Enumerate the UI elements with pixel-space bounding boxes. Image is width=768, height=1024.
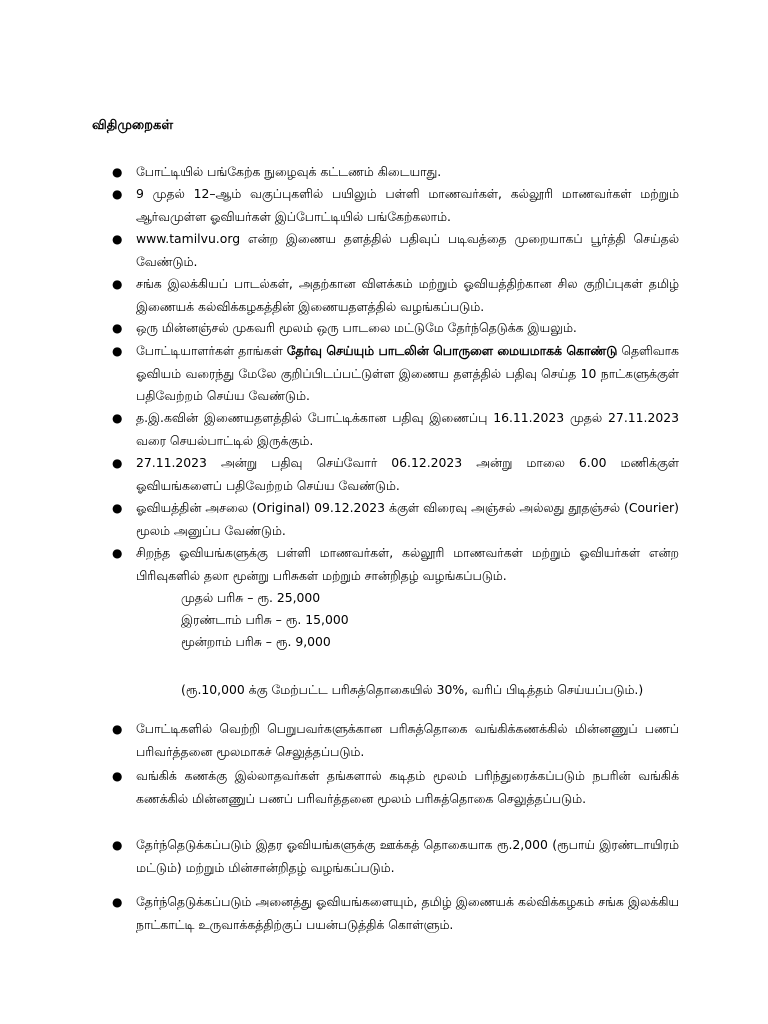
tax-note: (ரூ.10,000 க்கு மேற்பட்ட பரிசுத்தொகையில் 30%, வரிப் பிடித்தம் செய்யப்படும்.)	[181, 682, 644, 697]
rule-text: சங்க இலக்கியப் பாடல்கள், அதற்கான விளக்கம் மற்றும் ஓவியத்திற்கான சில குறிப்புகள் தமிழ் இணையக் கல்விக்கழகத்தின் இணையதளத்தில் வழங்கப்படும்.	[136, 276, 679, 314]
rule-item	[112, 161, 679, 184]
rule-text: சிறந்த ஓவியங்களுக்கு பள்ளி மாணவர்கள், கல்லூரி மாணவர்கள் மற்றும் ஓவியர்கள் என்ற பிரிவுகளில் தலா மூன்று பரிசுகள் மற்றும் சான்றிதழ் வழங்கப்படும்.	[136, 545, 679, 583]
rule-text-bold: தேர்வு செய்யும் பாடலின் பொருளை மையமாகக் கொண்டு	[286, 343, 618, 358]
rule-text: த.இ.கவின் இணையதளத்தில் போட்டிக்கான பதிவு இணைப்பு 16.11.2023 முதல் 27.11.2023 வரை செயல்பாட்டில் இருக்கும்.	[136, 410, 679, 448]
rule-text: www.tamilvu.org என்ற இணைய தளத்தில் பதிவுப் படிவத்தை முறையாகப் பூர்த்தி செய்தல் வேண்டும்.	[136, 231, 679, 269]
bullet-icon: ●	[112, 232, 123, 246]
bullet-icon: ●	[112, 769, 123, 783]
rule-text: வங்கிக் கணக்கு இல்லாதவர்கள் தங்களால் கடிதம் மூலம் பரிந்துரைக்கப்படும் நபரின் வங்கிக் கணக்கில் மின்னணுப் பணப் பரிவர்த்தனை மூலம் பரிசுத்தொகை செலுத்தப்படும்.	[136, 768, 679, 806]
rule-text: 9 முதல் 12–ஆம் வகுப்புகளில் பயிலும் பள்ளி மாணவர்கள், கல்லூரி மாணவர்கள் மற்றும் ஆர்வமுள்ள ஓவியர்கள் இப்போட்டியில் பங்கேற்கலாம்.	[136, 186, 679, 224]
rule-item	[112, 340, 679, 408]
bullet-icon: ●	[112, 344, 123, 358]
rule-item	[112, 407, 679, 452]
rule-text: தேர்ந்தெடுக்கப்படும் இதர ஓவியங்களுக்கு ஊக்கத் தொகையாக ரூ.2,000 (ரூபாய் இரண்டாயிரம் மட்டும்) மற்றும் மின்சான்றிதழ் வழங்கப்படும்.	[136, 837, 679, 875]
bullet-icon: ●	[112, 165, 123, 179]
bullet-icon: ●	[112, 501, 123, 515]
bullet-icon: ●	[112, 456, 123, 470]
bullet-icon: ●	[112, 187, 123, 201]
rule-text-before: போட்டியாளர்கள் தாங்கள்	[136, 343, 287, 358]
bullet-icon: ●	[112, 277, 123, 291]
bullet-icon: ●	[112, 411, 123, 425]
rule-text: போட்டிகளில் வெற்றி பெறுபவர்களுக்கான பரிசுத்தொகை வங்கிக்கணக்கில் மின்னணுப் பணப் பரிவர்த்தனை மூலமாகச் செலுத்தப்படும்.	[136, 721, 679, 759]
rule-text: போட்டியில் பங்கேற்க நுழைவுக் கட்டணம் கிடையாது.	[136, 164, 442, 179]
rule-item	[112, 452, 679, 497]
bullet-icon: ●	[112, 321, 123, 335]
rule-text: ஒரு மின்னஞ்சல் முகவரி மூலம் ஒரு பாடலை மட்டுமே தேர்ந்தெடுக்க இயலும்.	[136, 320, 577, 335]
rule-item	[112, 718, 679, 763]
rule-text: ஓவியத்தின் அசலை (Original) 09.12.2023 க்குள் விரைவு அஞ்சல் அல்லது தூதஞ்சல் (Courier) மூலம் அனுப்ப வேண்டும்.	[136, 500, 679, 538]
rule-text-after: தெளிவாக ஓவியம் வரைந்து மேலே குறிப்பிடப்பட்டுள்ள இணைய தளத்தில் பதிவு செய்த 10 நாட்களுக்குள் பதிவேற்றம் செய்ய வேண்டும்.	[136, 343, 679, 403]
rule-text: 27.11.2023 அன்று பதிவு செய்வோர் 06.12.2023 அன்று மாலை 6.00 மணிக்குள் ஓவியங்களைப் பதிவேற்றம் செய்ய வேண்டும்.	[136, 455, 679, 493]
bullet-icon: ●	[112, 895, 123, 909]
rule-item	[112, 317, 679, 340]
rule-item	[112, 497, 679, 542]
rule-item	[112, 542, 679, 587]
rules-heading: விதிமுறைகள்	[92, 118, 174, 133]
bullet-icon: ●	[112, 546, 123, 560]
rule-item	[112, 273, 679, 318]
bullet-icon: ●	[112, 722, 123, 736]
prize-third: மூன்றாம் பரிசு – ரூ. 9,000	[181, 634, 331, 649]
prize-second: இரண்டாம் பரிசு – ரூ. 15,000	[181, 612, 349, 627]
rule-text: தேர்ந்தெடுக்கப்படும் அனைத்து ஓவியங்களையும், தமிழ் இணையக் கல்விக்கழகம் சங்க இலக்கிய நாட்காட்டி உருவாக்கத்திற்குப் பயன்படுத்திக் கொள்ளும்.	[136, 894, 679, 932]
rule-item	[112, 183, 679, 228]
rule-item	[112, 765, 679, 810]
prize-first: முதல் பரிசு – ரூ. 25,000	[181, 590, 321, 605]
rule-item	[112, 834, 679, 879]
rule-item	[112, 228, 679, 273]
bullet-icon: ●	[112, 838, 123, 852]
rule-item	[112, 891, 679, 936]
